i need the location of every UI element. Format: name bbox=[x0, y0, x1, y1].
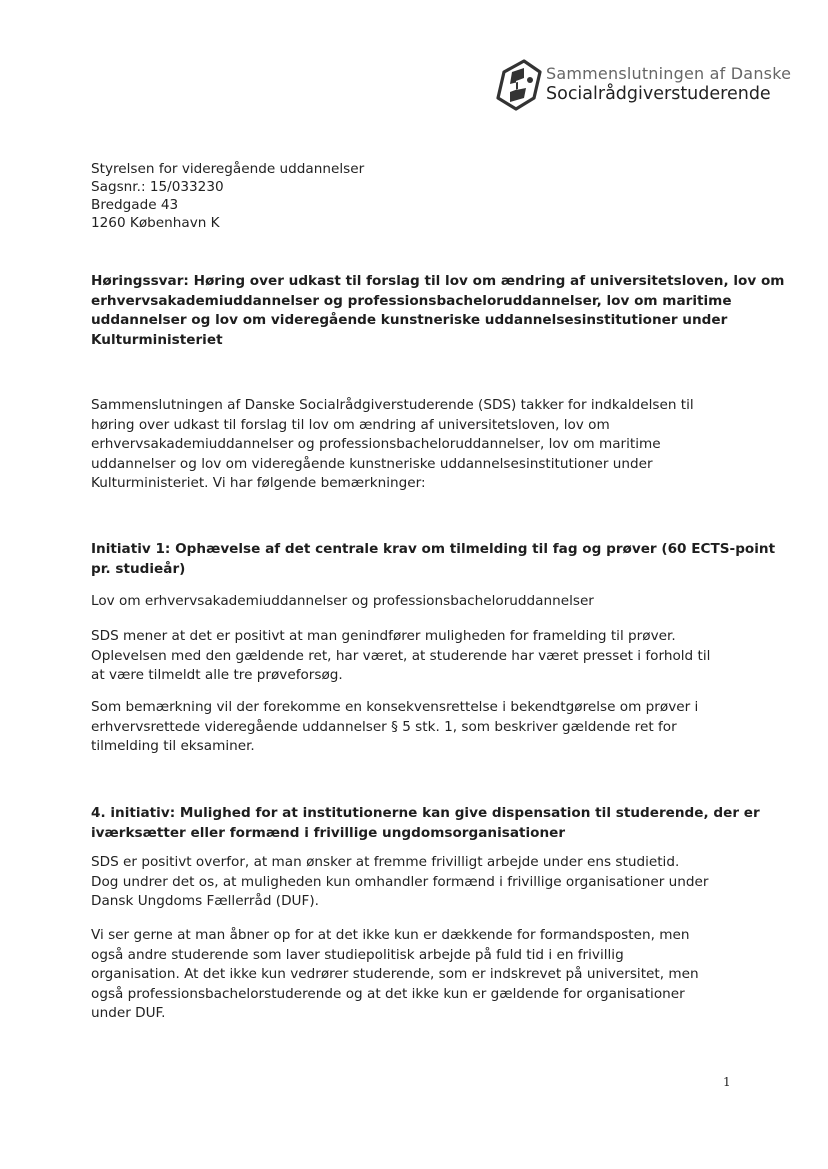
address-line: Styrelsen for videregående uddannelser bbox=[91, 161, 365, 177]
paragraph-line: tilmelding til eksaminer. bbox=[91, 738, 255, 754]
paragraph-line: også andre studerende som laver studiepolitisk arbejde på fuld tid i en frivillig bbox=[91, 946, 624, 963]
address-line: 1260 København K bbox=[91, 215, 220, 231]
initiative1-subheading bbox=[91, 592, 741, 612]
subject-line: uddannelser og lov om videregående kunstneriske uddannelsesinstitutioner under bbox=[91, 312, 728, 328]
address-line: Bredgade 43 bbox=[91, 197, 179, 213]
intro-paragraph bbox=[91, 396, 741, 494]
paragraph-line: SDS er positivt overfor, at man ønsker at fremme frivilligt arbejde under ens studietid. bbox=[91, 854, 680, 870]
paragraph-line: Dog undrer det os, at muligheden kun omhandler formænd i frivillige organisationer under bbox=[91, 873, 709, 890]
intro-line: høring over udkast til forslag til lov om ændring af universitetsloven, lov om bbox=[91, 416, 610, 433]
paragraph-line: Oplevelsen med den gældende ret, har været, at studerende har været presset i forhold til bbox=[91, 647, 711, 664]
initiative1-paragraph1 bbox=[91, 627, 741, 686]
initiative1-heading bbox=[91, 540, 776, 579]
page-number: 1 bbox=[723, 1075, 731, 1089]
heading-line: 4. initiativ: Mulighed for at institutionerne kan give dispensation til studerende, der er bbox=[91, 805, 760, 821]
sds-logo-icon bbox=[494, 58, 544, 112]
intro-line: uddannelser og lov om videregående kunstneriske uddannelsesinstitutioner under bbox=[91, 455, 653, 472]
intro-line: Sammenslutningen af Danske Socialrådgiverstuderende (SDS) takker for indkaldelsen til bbox=[91, 397, 694, 413]
paragraph-line: under DUF. bbox=[91, 1005, 166, 1021]
paragraph-line: at være tilmeldt alle tre prøveforsøg. bbox=[91, 667, 343, 683]
subject-line: Kulturministeriet bbox=[91, 331, 223, 348]
recipient-address bbox=[91, 160, 364, 232]
sds-logo bbox=[494, 58, 804, 114]
heading-line: Initiativ 1: Ophævelse af det centrale krav om tilmelding til fag og prøver (60 ECTS-point bbox=[91, 541, 776, 557]
initiative1-paragraph2 bbox=[91, 698, 741, 757]
paragraph-line: Vi ser gerne at man åbner op for at det ikke kun er dækkende for formandsposten, men bbox=[91, 927, 690, 943]
paragraph-line: organisation. At det ikke kun vedrører studerende, som er indskrevet på universitet, men bbox=[91, 966, 699, 982]
intro-line: erhvervsakademiuddannelser og professionsbacheloruddannelser, lov om maritime bbox=[91, 436, 661, 452]
initiative4-heading bbox=[91, 804, 760, 843]
paragraph-line: Som bemærkning vil der forekomme en konsekvensrettelse i bekendtgørelse om prøver i bbox=[91, 699, 699, 715]
subject-heading bbox=[91, 272, 785, 350]
intro-line: Kulturministeriet. Vi har følgende bemærkninger: bbox=[91, 475, 426, 491]
paragraph-line: Dansk Ungdoms Fællerråd (DUF). bbox=[91, 893, 319, 909]
address-line: Sagsnr.: 15/033230 bbox=[91, 179, 224, 195]
paragraph-line: også professionsbachelorstuderende og at det ikke kun er gældende for organisationer bbox=[91, 985, 685, 1002]
subheading-line: Lov om erhvervsakademiuddannelser og professionsbacheloruddannelser bbox=[91, 593, 594, 609]
heading-line: pr. studieår) bbox=[91, 560, 186, 577]
paragraph-line: SDS mener at det er positivt at man genindfører muligheden for framelding til prøver. bbox=[91, 628, 676, 644]
logo-text-line1: Sammenslutningen af Danske bbox=[546, 64, 792, 83]
initiative4-paragraph2 bbox=[91, 926, 741, 1024]
subject-line: Høringssvar: Høring over udkast til forslag til lov om ændring af universitetsloven, lov om bbox=[91, 273, 785, 289]
initiative4-paragraph1 bbox=[91, 853, 741, 912]
logo-text-line2: Socialrådgiverstuderende bbox=[546, 84, 771, 104]
heading-line: iværksætter eller formænd i frivillige ungdomsorganisationer bbox=[91, 824, 566, 841]
paragraph-line: erhvervsrettede videregående uddannelser § 5 stk. 1, som beskriver gældende ret for bbox=[91, 718, 677, 735]
subject-line: erhvervsakademiuddannelser og professionsbacheloruddannelser, lov om maritime bbox=[91, 292, 732, 309]
